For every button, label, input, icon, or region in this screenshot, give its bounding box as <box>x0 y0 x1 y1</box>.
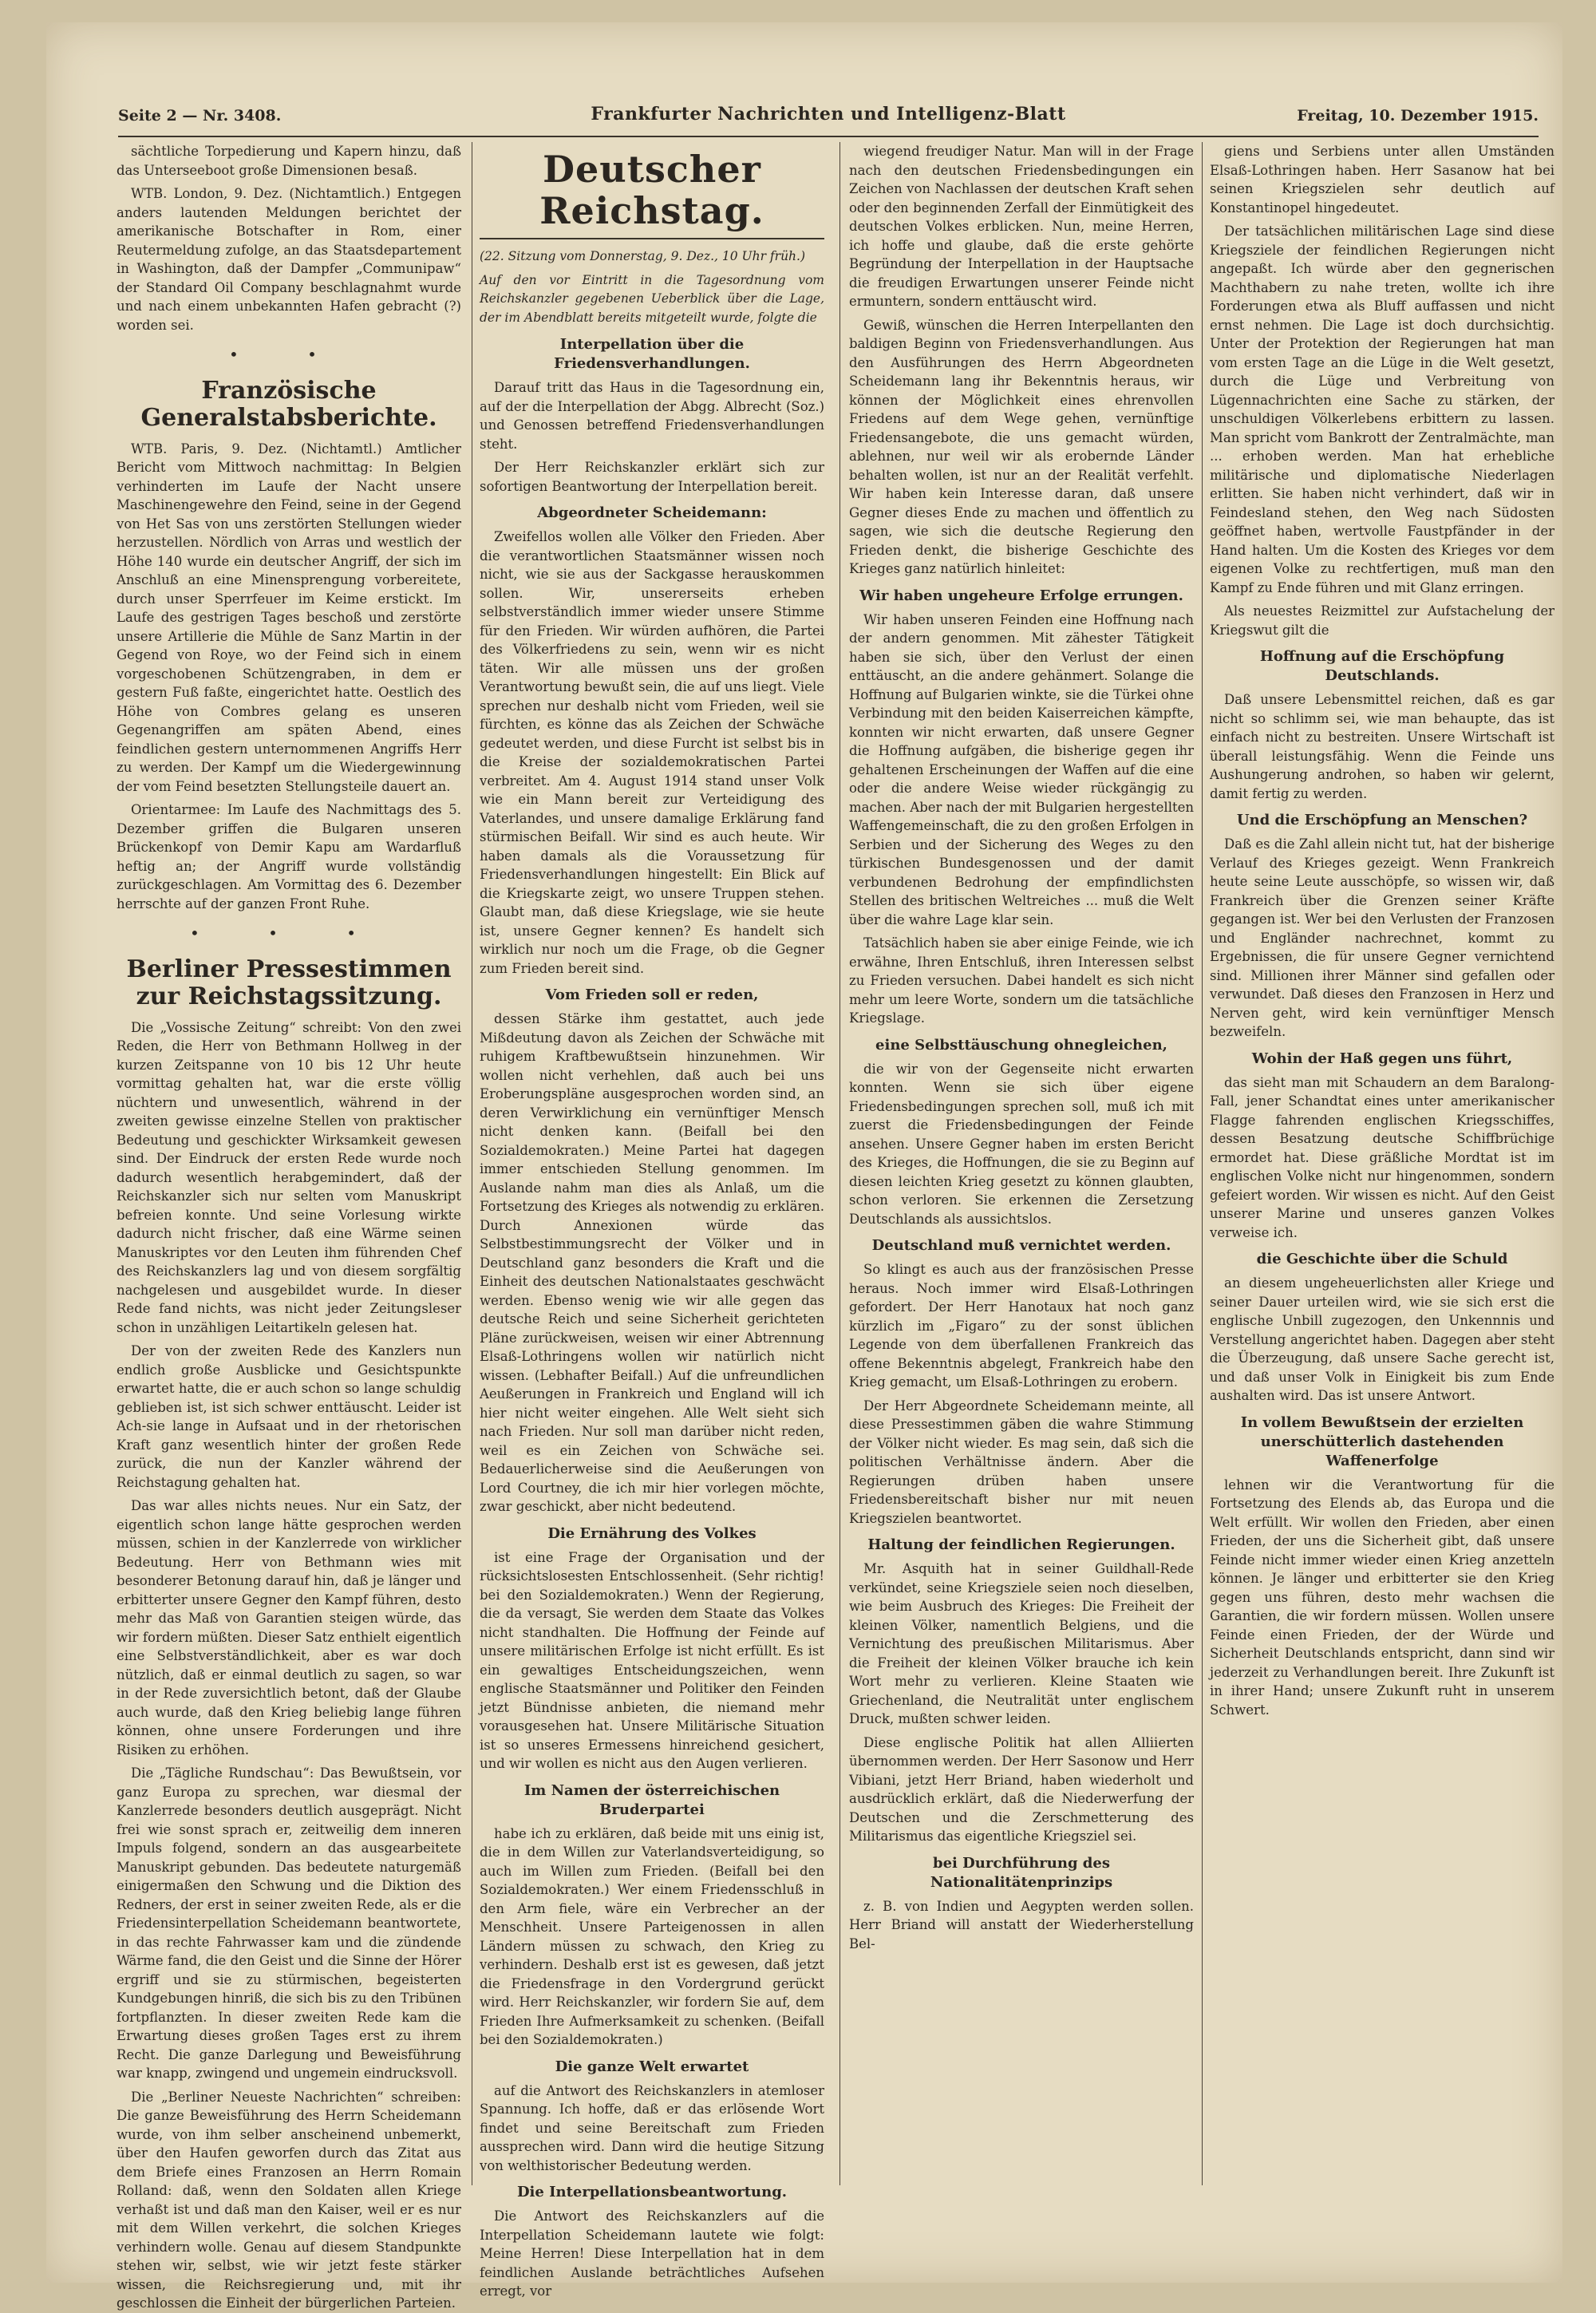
paragraph: giens und Serbiens unter allen Umständen Elsaß-Lothringen haben. Herr Sasanow hat bei seinen Kriegszielen sehr deutlich auf Konstantinopel hingedeutet. <box>1210 144 1555 215</box>
paragraph: Wir haben unseren Feinden eine Hoffnung nach der andern genommen. Mit zähester Tätigkeit haben sie sich, über den Verlust der einen enttäuscht, an die andere gehänmert. Solange die Hoffnung auf Bulgarien winkte, sie die Türkei ohne Verbindung mit den beiden Kaiserreichen kämpfte, konnten wir nicht erwarten, daß unsere Gegner die Hoffnung aufgäben, die bisherige gegen ihr gehaltenen Erscheinungen der Waffen auf die eine oder die andere Weise wieder rückgängig zu machen. Aber nach der mit Bulgarien hergestellten Waffengemeinschaft, die zu den großen Erfolgen in Serbien und der Sicherung des Weges zu den türkischen Bundesgenossen und der damit verbundenen Bedrohung der empfindlichsten Stellen des britischen Weltreiches ... muß die Welt über die wahre Lage klar sein. <box>849 611 1194 927</box>
section-heading: Im Namen der österreichischen Bruderpartei <box>523 1781 780 1818</box>
paragraph: Diese englische Politik hat allen Alliierten übernommen werden. Der Herr Sasonow und Herr Vibiani, jetzt Herr Briand, haben wiederholt und ausdrücklich erklärt, daß die Niederwerfung der Deutschen und die Zerschmetterung des Militarismus das eigentliche Kriegsziel sei. <box>849 1734 1194 1844</box>
article-heading: Französische Generalstabsberichte. <box>140 376 437 432</box>
section-heading: die Geschichte über die Schuld <box>1256 1251 1508 1267</box>
paragraph: Der Herr Reichskanzler erklärt sich zur sofortigen Beantwortung der Interpellation bereit. <box>480 460 824 494</box>
section-heading: In vollem Bewußtsein der erzielten unerschütterlich dastehenden Waffenerfolge <box>1240 1414 1524 1469</box>
column-divider <box>1202 142 1203 2185</box>
newspaper-page <box>46 22 1562 2311</box>
paragraph: Der von der zweiten Rede des Kanzlers nun endlich große Ausblicke und Gesichtspunkte erwartet hatte, die er auch schon so lange schuldig geblieben ist, ist sich schwer enttäuscht. Leider ist Ach-sie lange in Aufsaat und in der rhetorischen Kraft ganz wesentlich hinter der großen Rede zurück, die nun der Kanzler während der Reichstagung gehalten hat. <box>117 1343 461 1490</box>
issue-date: Freitag, 10. Dezember 1915. <box>1297 107 1539 125</box>
paragraph: die wir von der Gegenseite nicht erwarten konnten. Wenn sie sich über eigene Friedensbedingungen sprechen soll, muß ich mit zuerst die Friedensbedingungen der Feinde ansehen. Unsere Gegner haben im ersten Bericht des Krieges, die Hoffnungen, die sie zu Beginn auf diesen leichten Krieg gesetzt zu können glaubten, schon verloren. Sie erkennen die Zersetzung Deutschlands als aussichtslos. <box>849 1061 1194 1227</box>
column-divider <box>839 142 840 2185</box>
paragraph: ist eine Frage der Organisation und der rücksichtslosesten Entschlossenheit. (Sehr richtig! bei den Sozialdemokraten.) Wenn der Regierung, die da versagt, Sie werden dem Staate das Volkes nicht standhalten. Die Hoffnung der Feinde auf unsere militärischen Erfolge ist nicht erfüllt. Es ist ein gewaltiges Entscheidungszeichen, wenn englische Staatsmänner und Politiker den Feinden jetzt Bündnisse anbieten, die niemand mehr vorausgesehen hat. Unsere Militärische Situation ist so unseres Ermessens hinreichend gesichert, und wir wollen es nicht aus den Augen verlieren. <box>480 1549 824 1771</box>
section-heading: Die ganze Welt erwartet <box>555 2058 749 2075</box>
section-heading: Haltung der feindlichen Regierungen. <box>867 1536 1175 1553</box>
paragraph: Zweifellos wollen alle Völker den Frieden. Aber die verantwortlichen Staatsmänner wissen noch nicht, wie sie aus der Sackgasse herauskommen sollen. Wir, unsererseits erheben selbstverständlich immer wieder unsere Stimme für den Frieden. Wir würden aufhören, die Partei des Völkerfriedens zu sein, wenn wir es nicht täten. Wir alle müssen uns der großen Verantwortung bewußt sein, die auf uns liegt. Viele sprechen nur deshalb nicht vom Frieden, weil sie fürchten, es könne das als Zeichen der Schwäche gedeutet werden, und diese Furcht ist selbst bis in die Kreise der sozialdemokratischen Partei verbreitet. Am 4. August 1914 stand unser Volk wie ein Mann bereit zur Verteidigung des Vaterlandes, und unsere damalige Erklärung fand stürmischen Beifall. Wir sind es auch heute. Wir haben damals als die Voraussetzung für Friedensverhandlungen hingestellt: Ein Blick auf die Kriegskarte zeigt, wo unsere Truppen stehen. Glaubt man, daß diese Kriegslage, wie sie heute ist, unsere Gegner kennen? Es handelt sich wirklich nur noch um die Frage, ob die Gegner zum Frieden bereit sind. <box>480 529 824 976</box>
paragraph: Die „Berliner Neueste Nachrichten“ schreiben: Die ganze Beweisführung des Herrn Scheidemann wurde, von ihm selber anscheinend unbemerkt, über den Haufen geworfen durch das Zitat aus dem Briefe eines Franzosen an Herrn Romain Rolland: daß, wenn den Soldaten allen Kriege verhaßt ist und daß man den Kaiser, weil er es nur mit dem Willen verkehrt, die solchen Krieges verhindern wolle. Genau auf diesem Standpunkte stehen wir, selbst, wie wir jetzt feste stärker wissen, die Reichsregierung und, mit ihr geschlossen die Einheit der bürgerlichen Parteien. <box>117 2089 461 2311</box>
paragraph: auf die Antwort des Reichskanzlers in atemloser Spannung. Ich hoffe, daß er das erlösende Wort findet und seine Bereitschaft zum Frieden aussprechen wird. Dann wird die heutige Sitzung von welthistorischer Bedeutung werden. <box>480 2082 824 2173</box>
paragraph: WTB. London, 9. Dez. (Nichtamtlich.) Entgegen anders lautenden Meldungen berichtet der amerikanische Botschafter in Rom, einer Reutermeldung zufolge, an das Staatsdepartement in Washington, daß der Dampfer „Communipaw“ der Standard Oil Company beschlagnahmt wurde und nach einem unbekannten Hafen gebracht (?) worden sei. <box>117 186 461 333</box>
paragraph: Orientarmee: Im Laufe des Nachmittags des 5. Dezember griffen die Bulgaren unseren Brückenkopf von Demir Kapu am Wardarfluß heftig an; der Angriff wurde vollständig zurückgeschlagen. Am Vormittag des 6. Dezember herrschte auf der ganzen Front Ruhe. <box>117 802 461 911</box>
paragraph: Das war alles nichts neues. Nur ein Satz, der eigentlich schon lange hätte gesprochen werden müssen, schien in der Kanzlerrede von wirklicher Bedeutung. Herr von Bethmann wies mit besonderer Betonung darauf hin, daß je länger und erbitterter unsere Gegner den Kampf führen, desto mehr das Maß von Garantien steigen würde, das wir fordern müßten. Dieser Satz enthielt eigentlich eine Selbstverständlichkeit, aber es war doch nützlich, daß er einmal deutlich zu sagen, so war in der Rede zuversichtlich betont, daß der Glaube auch wurde, daß den Krieg beliebig lange führen können, ohne unsere Forderungen und ihre Risiken zu erhöhen. <box>117 1498 461 1757</box>
column-4 <box>1210 142 1555 2173</box>
paragraph: das sieht man mit Schaudern an dem Baralong-Fall, jener Schandtat eines unter amerikanischer Flagge fahrenden englischen Kriegsschiffes, dessen Besatzung deutsche Schiffbrüchige ermordet hat. Diese gräßliche Mordtat ist im englischen Volke nicht nur hingenommen, sondern gefeiert worden. Wir wissen es nicht. Auf den Geist unserer Marine und unseres ganzen Volkes verweise ich. <box>1210 1074 1555 1240</box>
paragraph: an diesem ungeheuerlichsten aller Kriege und seiner Dauer urteilen wird, wie sie sich erst die englische Unbill zugezogen, den Unkennnis und Verstellung angerichtet haben. Dagegen aber steht die Überzeugung, daß unsere Sache gerecht ist, und daß unser Volk in Einigkeit bis zum Ende aushalten wird. Das ist unsere Antwort. <box>1210 1275 1555 1403</box>
column-1 <box>117 142 461 2311</box>
paragraph: WTB. Paris, 9. Dez. (Nichtamtl.) Amtlicher Bericht vom Mittwoch nachmittag: In Belgien verhinderten im Laufe der Nacht unsere Maschinengewehre den Feind, seine in der Gegend von Het Sas von uns zerstörten Stellungen wieder herzustellen. Nördlich von Arras und westlich der Höhe 140 wurde ein deutscher Angriff, der sich im Anschluß an eine Minensprengung vorbereitete, durch unser Sperrfeuer im Keime erstickt. Im Laufe des gestrigen Tages beschoß und zerstörte unsere Artillerie die Mühle de Sanz Martin in der Gegend von Roye, wo der Feind sich in einem vorgeschobenen Schützengraben, in dem er gestern Fuß faßte, eingerichtet hatte. Oestlich des Höhe von Combres gelang es unseren Gegenangriffen am späten Abend, eines feindlichen gestern unternommenen Angriffs Herr zu werden. Der Kampf um die Wiedergewinnung der vom Feind besetzten Stellungsteile dauert an. <box>117 441 461 794</box>
paragraph: Darauf tritt das Haus in die Tagesordnung ein, auf der die Interpellation der Abgg. Albrecht (Soz.) und Genossen betreffend Friedensverhandlungen steht. <box>480 380 824 452</box>
paragraph: sächtliche Torpedierung und Kapern hinzu, daß das Unterseeboot große Dimensionen besaß. <box>117 144 461 178</box>
paragraph: Die Antwort des Reichskanzlers auf die Interpellation Scheidemann lautete wie folgt: Meine Herren! Diese Interpellation hat in dem feindlichen Auslande beträchtliches Aufsehen erregt, vor <box>480 2208 824 2299</box>
paragraph: Tatsächlich haben sie aber einige Feinde, wie ich erwähne, Ihren Entschluß, ihren Interessen selbst zu Frieden versuchen. Dabei handelt es sich nicht mehr um leere Worte, sondern um die tatsächliche Kriegslage. <box>849 935 1194 1026</box>
paragraph: Als neuestes Reizmittel zur Aufstachelung der Kriegswut gilt die <box>1210 603 1555 638</box>
section-heading: bei Durchführung des Nationalitätenprinzips <box>930 1854 1113 1891</box>
section-heading: Wohin der Haß gegen uns führt, <box>1251 1050 1513 1067</box>
speaker-heading: Abgeordneter Scheidemann: <box>537 504 767 521</box>
section-separator: • • • <box>189 923 389 943</box>
section-heading: eine Selbsttäuschung ohnegleichen, <box>875 1036 1167 1054</box>
section-heading: Die Interpellationsbeantwortung. <box>516 2184 788 2200</box>
section-heading: Hoffnung auf die Erschöpfung Deutschlands. <box>1259 648 1505 684</box>
column-3 <box>849 142 1194 2189</box>
paragraph: Mr. Asquith hat in seiner Guildhall-Rede verkündet, seine Kriegsziele seien noch dieselben, wie beim Ausbruch des Krieges: Die Freiheit der kleinen Völker, namentlich Belgiens, und die Vernichtung des preußischen Militarismus. Aber die Freiheit der kleinen Völker brauche ich kein Wort mehr zu verlieren. Kleine Staaten wie Griechenland, die Neutralität unter englischem Druck, mußten schwer leiden. <box>849 1561 1194 1726</box>
section-heading: Vom Frieden soll er reden, <box>545 986 759 1003</box>
paragraph: lehnen wir die Verantwortung für die Fortsetzung des Elends ab, das Europa und die Welt erfüllt. Wir wollen den Frieden, aber einen Frieden, der uns die Sicherheit gibt, daß unsere Feinde nicht immer wieder einen Krieg anzetteln können. Je länger und erbitterter sie den Krieg gegen uns führen, desto mehr wachsen die Garantien, die wir fordern müssen. Wollen unsere Feinde einen Frieden, der der Würde und Sicherheit Deutschlands entspricht, dann sind wir jederzeit zu Verhandlungen bereit. Ihre Zukunft ist in ihrer Hand; unsere Zukunft ruht in unserem Schwert. <box>1210 1477 1555 1718</box>
paragraph: Die „Tägliche Rundschau“: Das Bewußtsein, vor ganz Europa zu sprechen, war diesmal der Kanzlerrede besonders deutlich ausgeprägt. Nicht frei wie sonst sprach er, zeitweilig dem inneren Impuls folgend, sondern an das ausgearbeitete Manuskript gebunden. Das bedeutete naturgemäß einigermaßen den Schwung und die Diktion des Redners, der erst in seiner zweiten Rede, als er die Friedensinterpellation Scheidemann beantwortete, in das rechte Fahrwasser kam und die zündende Wärme fand, die den Geist und die Sinne der Hörer ergriff und sie zu stürmischen, begeisterten Kundgebungen hinriß, die sich bis zu den Tribünen fortpflanzten. In dieser zweiten Rede kam die Erwartung dieses großen Tages erst zu ihrem Recht. Die ganze Darlegung und Beweisführung war knapp, zwingend und ungemein eindrucksvoll. <box>117 1765 461 2081</box>
paragraph: dessen Stärke ihm gestattet, auch jede Mißdeutung davon als Zeichen der Schwäche mit ruhigem Kraftbewußtsein hinzunehmen. Wir wollen nicht verhehlen, daß auch bei uns Eroberungspläne ausgesprochen worden sind, an deren Verwirklichung ein vernünftiger Mensch nicht denken kann. (Beifall bei den Sozialdemokraten.) Meine Partei hat dagegen immer entschieden Stellung genommen. Im Auslande nahm man dies als Anlaß, um die Fortsetzung des Krieges als notwendig zu erklären. Durch Annexionen würde das Selbstbestimmungsrecht der Völker und in Deutschland ganz besonders die Kraft und die Einheit des deutschen Nationalstaates geschwächt werden. Ebenso wenig wie wir alle gegen das deutsche Reich und seine Sicherheit gerichteten Pläne zurückweisen, weisen wir einer Abtrennung Elsaß-Lothringens wollen wir natürlich nicht wissen. (Lebhafter Beifall.) Auf die unfreundlichen Aeußerungen in Frankreich und England will ich hier nicht weiter eingehen. Alle Welt sieht sich nach Frieden. Nur soll man darüber nicht reden, weil es ein Zeichen von Schwäche sei. Bedauerlicherweise sind die Aeußerungen von Lord Courtney, die ich mir hier vorlegen möchte, zwar geschickt, aber nicht bedeutend. <box>480 1011 824 1514</box>
paragraph: Daß unsere Lebensmittel reichen, daß es gar nicht so schlimm sei, wie man behaupte, das ist einfach nicht zu bestreiten. Unsere Wirtschaft ist überall leistungsfähig. Wenn die Feinde uns Aushungerung androhen, so haben wir gelernt, damit fertig zu werden. <box>1210 692 1555 801</box>
paragraph: So klingt es auch aus der französischen Presse heraus. Noch immer wird Elsaß-Lothringen gefordert. Der Herr Hanotaux hat noch ganz kürzlich im „Figaro“ zu der sonst üblichen Legende von dem überfallenen Frankreich das offene Bekenntnis abgelegt, Frankreich habe den Krieg gemacht, um Elsaß-Lothringen zu erobern. <box>849 1262 1194 1390</box>
section-heading: Wir haben ungeheure Erfolge errungen. <box>859 587 1183 604</box>
column-2 <box>480 142 824 2299</box>
session-info: (22. Sitzung vom Donnerstag, 9. Dez., 10 Uhr früh.) <box>480 249 806 263</box>
masthead <box>118 93 1539 129</box>
section-heading: Interpellation über die Friedensverhandlungen. <box>554 336 750 372</box>
section-separator: • • <box>229 345 349 364</box>
header-rule <box>118 136 1539 137</box>
paragraph: Die „Vossische Zeitung“ schreibt: Von den zwei Reden, die Herr von Bethmann Hollweg in der kurzen Zeitspanne von 10 bis 12 Uhr heute vormittag gehalten hat, war die erste völlig nüchtern und unwesentlich, während in der zweiten gewisse einzelne Stellen von praktischer Bedeutung und geschickter Wirksamkeit gewesen sind. Der Eindruck der ersten Rede wurde noch dadurch wesentlich herabgemindert, daß der Reichskanzler sich nur selten vom Manuskript befreien konnte. Und seine Vorlesung wirkte dadurch nicht frischer, daß eine Wärme seinen Manuskriptes vor den Leuten ihm führenden Chef des Reichskanzlers lag und von diesem sorgfältig nachgelesen und ausgebildet wurde. In dieser Rede fand nichts, was nicht jeder Zeitungsleser schon in unzähligen Leitartikeln gelesen hat. <box>117 1019 461 1335</box>
paragraph: Daß es die Zahl allein nicht tut, hat der bisherige Verlauf des Krieges gezeigt. Wenn Frankreich heute seine Leute ausschöpfe, so wissen wir, daß Frankreich über die Grenzen seiner Kräfte gegangen ist. Wer bei den Verlusten der Franzosen und Engländer nachrechnet, kommt zu Ergebnissen, die für unsere Gegner vernichtend sind. Millionen ihrer Männer sind gefallen oder verwundet. Daß dieses den Franzosen in Herz und Nerven geht, wird kein vernünftiger Mensch bezweifeln. <box>1210 836 1555 1039</box>
paragraph: z. B. von Indien und Aegypten werden sollen. Herr Briand will anstatt der Wiederherstellung Bel- <box>849 1898 1194 1951</box>
page-number: Seite 2 — Nr. 3408. <box>118 107 282 125</box>
main-headline: Deutscher Reichstag. <box>480 148 824 239</box>
paragraph: Auf den vor Eintritt in die Tagesordnung vom Reichskanzler gegebenen Ueberblick über die Lage, der im Abendblatt bereits mitgeteilt wurde, folgte die <box>480 272 824 325</box>
section-heading: Die Ernährung des Volkes <box>547 1524 757 1542</box>
paragraph: wiegend freudiger Natur. Man will in der Frage nach den deutschen Friedensbedingungen ein Zeichen von Nachlassen der deutschen Kraft sehen oder den beginnenden Zerfall der Einmütigkeit des deutschen Volkes erblicken. Nun, meine Herren, ich hoffe und glaube, daß die erste gehörte Begründung der Interpellation in der Hauptsache die freudigen Erwartungen unserer Feinde nicht ermuntern, sondern enttäuscht wird. <box>849 144 1194 309</box>
paragraph: Der Herr Abgeordnete Scheidemann meinte, all diese Pressestimmen gäben die wahre Stimmung der Völker nicht wieder. Es mag sein, daß sich die politischen Verhältnisse ändern. Aber die Regierungen drüben haben unsere Friedensbereitschaft bisher nur mit neuen Kriegszielen beantwortet. <box>849 1398 1194 1526</box>
section-heading: Deutschland muß vernichtet werden. <box>871 1237 1171 1254</box>
newspaper-title: Frankfurter Nachrichten und Intelligenz-Blatt <box>591 104 1066 125</box>
paragraph: Der tatsächlichen militärischen Lage sind diese Kriegsziele der feindlichen Regierungen nicht angepaßt. Ich würde aber den gegnerischen Machthabern zu nahe treten, wollte ich ihre Forderungen etwa als Bluff auffassen und nicht ernst nehmen. Die Lage ist doch durchsichtig. Unter der Protektion der Regierungen hat man vom ersten Tage an die Lüge in die Welt gesetzt, durch die Lüge und Verbreitung von Lügennachrichten eine Sache zu stärken, der unschuldigen Völkerlebens erbittern zu lassen. Man spricht vom Bankrott der Zentralmächte, man ... erhoben werden. Man hat erhebliche militärische und diplomatische Niederlagen erlitten. Sie haben nicht verhindert, daß wir in Feindesland stehen, den Weg nach Südosten geöffnet haben, wertvolle Faustpfänder in der Hand halten. Um die Kosten des Krieges vor dem eigenen Volke zu rechtfertigen, muß man den Kampf zu Ende führen und mit Glanz erringen. <box>1210 223 1555 595</box>
paragraph: habe ich zu erklären, daß beide mit uns einig ist, die in dem Willen zur Vaterlandsverteidigung, so auch im Willen zum Frieden. (Beifall bei den Sozialdemokraten.) Wer einem Friedensschluß in den Arm fiele, wäre ein Verbrecher an der Menschheit. Unsere Parteigenossen in allen Ländern müssen zu schwach, den Krieg zu verhindern. Deshalb erst ist es gewesen, daß jetzt die Friedensfrage in den Vordergrund gerückt wird. Herr Reichskanzler, wir fordern Sie auf, dem Frieden Ihre Aufmerksamkeit zu schenken. (Beifall bei den Sozialdemokraten.) <box>480 1825 824 2047</box>
section-heading: Und die Erschöpfung an Menschen? <box>1236 812 1528 828</box>
paragraph: Gewiß, wünschen die Herren Interpellanten den baldigen Beginn von Friedensverhandlungen. Aus den Ausführungen des Herrn Abgeordneten Scheidemann lang ihr Bekenntnis heraus, wir können der Möglichkeit eines ehrenvollen Friedens auf dem Wege gehen, vernünftige Friedensangebote, die uns gemacht würden, ablehnen, nur weil wir als erobernde Länder behalten wollen, ist nur an der Realität verfehlt. Wir haben kein Interesse daran, daß unsere Gegner dieses Ende zu machen und öffentlich zu sagen, wie sich die deutsche Regierung den Frieden denkt, die bisherige Geschichte des Krieges ganz natürlich hinleitet: <box>849 317 1194 576</box>
article-heading: Berliner Pressestimmen zur Reichstagssitzung. <box>126 955 452 1010</box>
